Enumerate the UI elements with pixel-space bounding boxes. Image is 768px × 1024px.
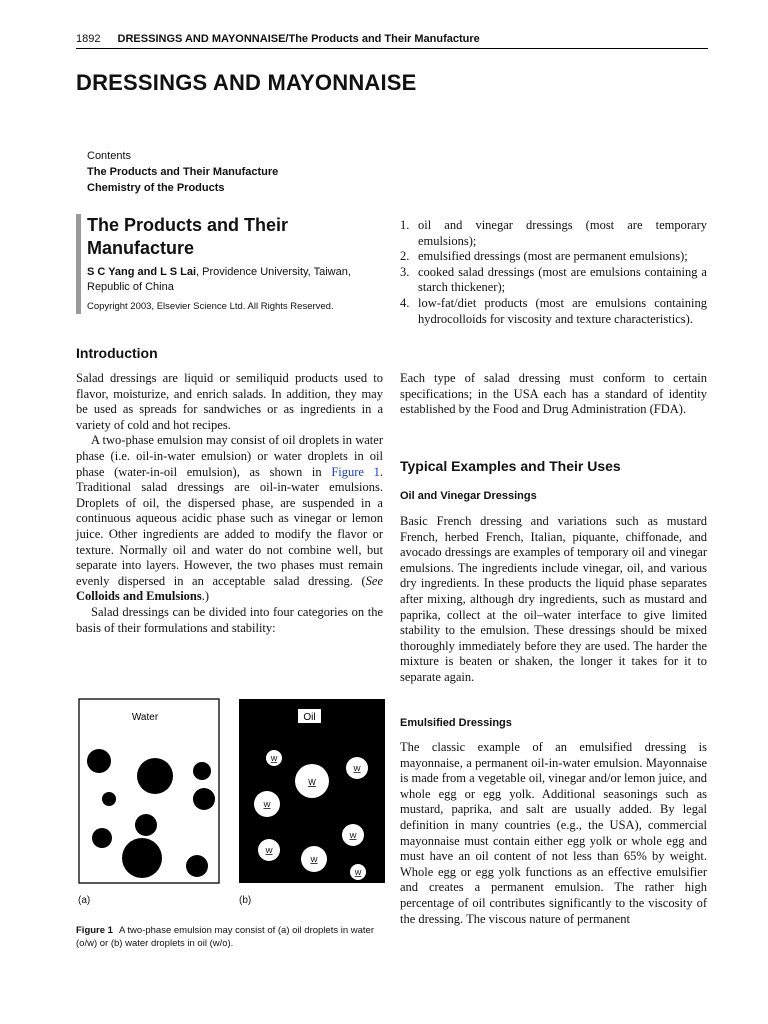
water-droplet [346,757,368,779]
typical-examples-heading: Typical Examples and Their Uses [400,458,621,474]
panel-b-sublabel: (b) [239,895,252,906]
left-column-text [76,371,383,636]
running-title: DRESSINGS AND MAYONNAISE/The Products and Their Manufacture [117,33,480,45]
svg-text:W: W [354,870,362,877]
section-accent-bar [76,214,81,314]
figure-1-link[interactable]: Figure 1 [331,464,380,479]
figure-caption-text: A two-phase emulsion may consist of (a) oil droplets in water (o/w) or (b) water droplets in oil (w/o). [76,925,374,949]
oil-droplet [193,788,215,810]
contents-item-products[interactable]: The Products and Their Manufacture [87,166,279,178]
oil-droplet [122,838,162,878]
panel-b-label: Oil [303,712,316,723]
water-droplet [254,791,280,817]
intro-paragraph-1: Salad dressings are liquid or semiliquid products used to flavor, moisturize, and enrich salads. In addition, they may be used as spreads for sandwiches or as ingredients in a variety of cold and hot recipes. [76,371,383,432]
svg-text:W: W [265,846,273,855]
oil-droplet [193,762,211,780]
figure-caption-label: Figure 1 [76,925,113,936]
author-line [87,265,383,295]
svg-text:W: W [353,764,361,773]
svg-text:W: W [310,855,318,864]
figure-1 [78,698,388,894]
panel-b-oil [239,699,385,883]
svg-text:W: W [270,756,278,763]
panel-a-water [79,699,219,883]
oil-droplet [137,758,173,794]
affiliation: , Providence University, Taiwan, Republic of China [87,266,351,293]
intro-paragraph-3: Salad dressings can be divided into four categories on the basis of their formulations and stability: [76,604,383,635]
intro-paragraph-2: A two-phase emulsion may consist of oil droplets in water phase (i.e. oil-in-water emulsion) or water droplets in oil phase (water-in-oil emulsion), as shown in Figure 1. Traditional salad dressings are oil-in-water emulsions. Droplets of oil, the dispersed phase, are suspended in a continuous aqueous acidic phase such as vinegar or lemon juice. Other ingredients are added to modify the flavor or texture. Normally oil and water do not combine well, but separate into layers. However, the two phases must remain evenly dispersed in an acceptable salad dressing. (See Colloids and Emulsions.) [76,433,383,604]
section-title: The Products and Their Manufacture [87,215,289,258]
list-item: 2. emulsified dressings (most are permanent emulsions); [400,249,688,264]
water-droplet [295,764,329,798]
oil-droplet [102,792,116,806]
water-droplet [342,824,364,846]
panel-a-sublabel: (a) [78,895,91,906]
introduction-heading: Introduction [76,345,158,361]
section-header [76,214,381,316]
list-item: 1. oil and vinegar dressings (most are temporary emulsions); [400,218,707,248]
water-droplet [350,864,366,880]
water-droplet [301,846,327,872]
contents-block [87,148,278,196]
oil-droplet [87,749,111,773]
page-number: 1892 [76,33,101,45]
oil-droplet [135,814,157,836]
figure-caption [76,924,386,950]
article-title: DRESSINGS AND MAYONNAISE [76,70,417,95]
standards-paragraph: Each type of salad dressing must conform to certain specifications; in the USA each has a standard of identity established by the Food and Drug Administration (FDA). [400,371,707,417]
oil-vinegar-paragraph: Basic French dressing and variations such as mustard French, herbed French, Italian, piquante, chiffonade, and avocado dressings are examples of temporary oil and vinegar emulsions. The ingredients include vinegar, oil, and various dry ingredients. In these products the liquid phase separates after mixing, although dry ingredients, such as mustard and paprika, collect at the oil–water interface to give limited stability to the emulsion. These dressings should be mixed thoroughly immediately before they are used. The harder the mixture is beaten or shaken, the longer it takes for it to separate again. [400,514,707,684]
emulsified-paragraph: The classic example of an emulsified dressing is mayonnaise, a permanent oil-in-water emulsion. Mayonnaise is made from a vegetable oil, vinegar and/or lemon juice, and whole egg or egg yolk. Additional seasonings such as mustard, paprika, and salt are usually added. By legal definition in many countries (e.g., the USA), commercial mayonnaise must contain either egg yolk or whole egg and must have an oil content of not less than 65% by weight. Whole egg or egg yolk functions as an effective emulsifier and creates a permanent emulsion. The rather high percentage of oil contributes significantly to the viscosity of the dressing. The viscous nature of permanent [400,740,707,926]
panel-a-label: Water [131,712,159,723]
running-header [76,33,708,45]
category-list [400,218,707,327]
copyright: Copyright 2003, Elsevier Science Ltd. All Rights Reserved. [87,301,334,312]
emulsified-dressings-heading: Emulsified Dressings [400,717,512,729]
colloids-reference-link[interactable]: Colloids and Emulsions [76,589,202,604]
list-item: 3. cooked salad dressings (most are emulsions containing a starch thickener); [400,264,707,295]
authors: S C Yang and L S Lai [87,266,197,278]
water-droplet [258,839,280,861]
svg-text:W: W [308,778,316,787]
contents-item-chemistry[interactable]: Chemistry of the Products [87,182,225,194]
contents-label: Contents [87,150,132,162]
header-rule [76,48,708,49]
svg-text:W: W [349,831,357,840]
oil-vinegar-heading: Oil and Vinegar Dressings [400,490,537,502]
svg-text:W: W [263,800,271,809]
list-item: 4. low-fat/diet products (most are emulsions containing hydrocolloids for viscosity and texture characteristics). [400,295,707,326]
oil-droplet [92,828,112,848]
water-droplet [266,750,282,766]
oil-droplet [186,855,208,877]
